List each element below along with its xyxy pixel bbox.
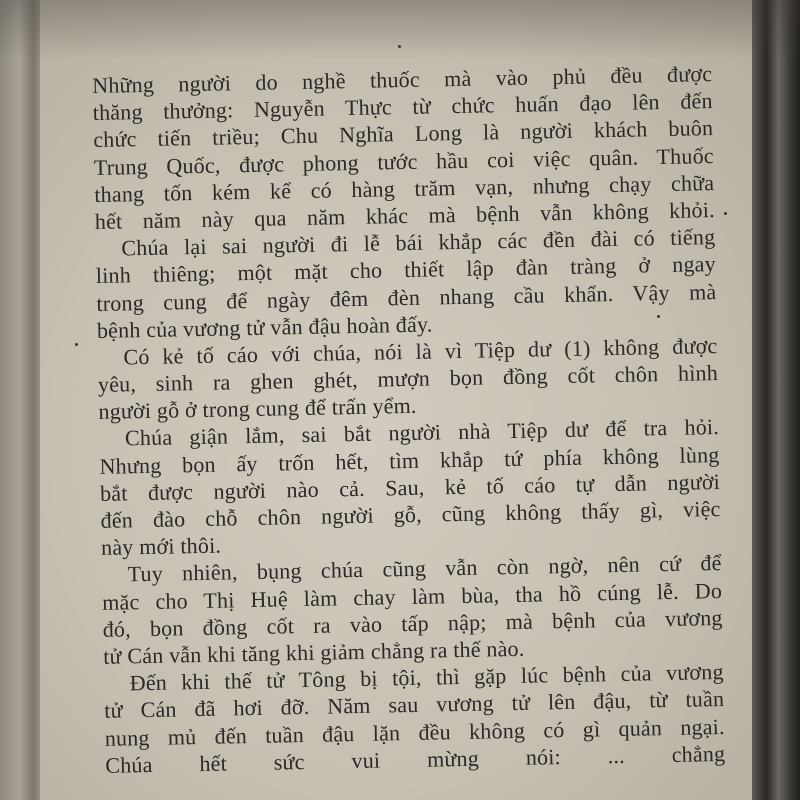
text-line: thang tốn kém kể có hàng trăm vạn, nhưng chạy chữa bbox=[94, 169, 715, 207]
paragraph-start: Có kẻ tố cáo với chúa, nói là vì Tiệp dư (1) không được bbox=[123, 332, 718, 370]
text-line: Trung Quốc, được phong tước hầu coi việc quân. Thuốc bbox=[93, 142, 714, 180]
text-line: nung mủ đến tuần đậu lặn đều không có gì quản ngại. bbox=[104, 713, 725, 751]
page-speck bbox=[398, 45, 401, 48]
text-line: trong cung để ngày đêm đèn nhang cầu khẩn. Vậy mà bbox=[96, 278, 717, 316]
text-line: chức tiến triều; Chu Nghĩa Long là người khách buôn bbox=[93, 115, 714, 153]
text-line: người gỗ ở trong cung để trấn yểm. bbox=[98, 393, 417, 425]
text-line: đến đào chỗ chôn người gỗ, cũng không thấy gì, việc bbox=[100, 496, 721, 533]
text-line: này mới thôi. bbox=[100, 532, 222, 561]
book-right-edge bbox=[752, 0, 800, 800]
body-text bbox=[92, 60, 725, 779]
page-speck bbox=[75, 343, 78, 346]
text-line: linh thiêng; một mặt cho thiết lập đàn tràng ở ngay bbox=[95, 251, 717, 289]
page-speck bbox=[724, 212, 727, 215]
text-line: yêu, sinh ra ghen ghét, mượn bọn đồng cốt chôn hình bbox=[97, 360, 719, 398]
text-line: bệnh của vương tử vẫn đậu hoàn đấy. bbox=[96, 311, 433, 343]
text-line-cut-off: Chúa hết sức vui mừng nói: ... chẳng bbox=[105, 740, 726, 778]
text-line: thăng thưởng: Nguyễn Thực từ chức huấn đạo lên đến bbox=[92, 88, 713, 126]
text-line: Những người do nghề thuốc mà vào phủ đều được bbox=[92, 61, 713, 98]
text-line: tử Cán đã hơi đỡ. Năm sau vương tử lên đậu, từ tuần bbox=[104, 686, 725, 724]
text-line: bắt được người nào cả. Sau, kẻ tố cáo tự dẫn người bbox=[99, 468, 721, 506]
paragraph-start: Đến khi thế tử Tông bị tội, thì gặp lúc bệnh của vương bbox=[129, 659, 724, 696]
top-shadow bbox=[0, 0, 800, 60]
text-line: hết năm này qua năm khác mà bệnh vẫn không khỏi. bbox=[94, 197, 715, 234]
paragraph-start: Tuy nhiên, bụng chúa cũng vẫn còn ngờ, nên cứ để bbox=[127, 550, 722, 587]
paragraph-start: Chúa lại sai người đi lễ bái khắp các đền đài có tiếng bbox=[121, 224, 716, 261]
text-line: mặc cho Thị Huệ làm chay làm bùa, tha hồ cúng lễ. Do bbox=[101, 577, 723, 615]
paragraph-start: Chúa giận lắm, sai bắt người nhà Tiệp dư để tra hỏi. bbox=[124, 414, 720, 451]
text-line: đó, bọn đồng cốt ra vào tấp nập; mà bệnh của vương bbox=[102, 604, 723, 642]
text-line: Nhưng bọn ấy trốn hết, tìm khắp tứ phía không lùng bbox=[99, 441, 720, 479]
text-line: tử Cán vẫn khi tăng khi giảm chẳng ra thế nào. bbox=[102, 635, 525, 669]
